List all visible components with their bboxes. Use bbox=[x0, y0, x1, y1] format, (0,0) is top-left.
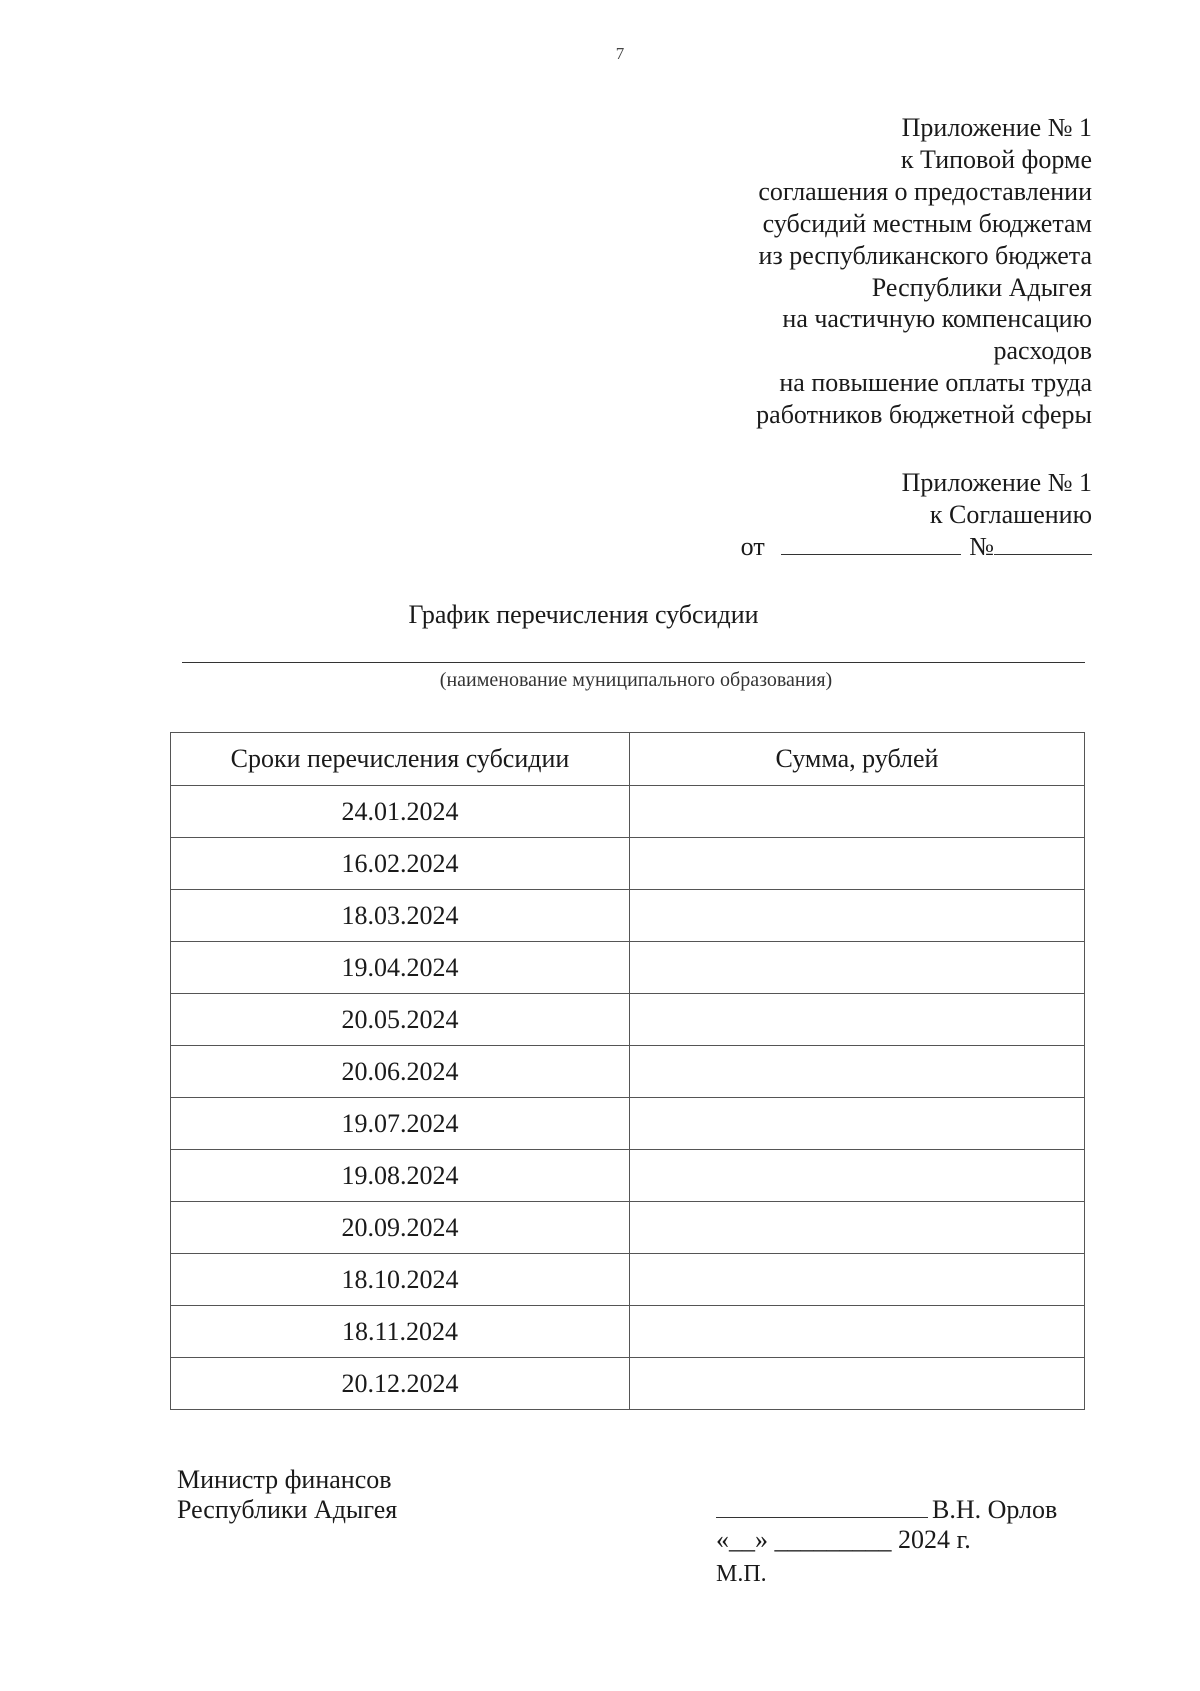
minister-line: Республики Адыгея bbox=[177, 1495, 398, 1524]
amount-cell bbox=[630, 1254, 1085, 1306]
amount-cell bbox=[630, 1046, 1085, 1098]
date-cell: 24.01.2024 bbox=[171, 786, 630, 838]
municipality-caption: (наименование муниципального образования) bbox=[439, 669, 833, 691]
document-title: График перечисления субсидии bbox=[408, 600, 759, 629]
appendix-header-line: к Типовой форме bbox=[900, 144, 1092, 174]
table-row bbox=[171, 890, 1085, 942]
table-row bbox=[171, 1046, 1085, 1098]
amount-cell bbox=[630, 942, 1085, 994]
appendix-header-line: Приложение № 1 bbox=[901, 113, 1092, 142]
appendix-header-line: расходов bbox=[993, 336, 1092, 366]
date-cell: 19.04.2024 bbox=[171, 942, 630, 994]
amount-cell bbox=[630, 1098, 1085, 1150]
number-prefix: № bbox=[969, 532, 994, 561]
table-row bbox=[171, 1150, 1085, 1202]
signature-block bbox=[716, 1495, 1057, 1555]
table-row bbox=[171, 1202, 1085, 1254]
signature-blank bbox=[716, 1495, 928, 1518]
table-row bbox=[171, 1254, 1085, 1306]
appendix-header-line: субсидий местным бюджетам bbox=[762, 208, 1092, 238]
signatory-name: В.Н. Орлов bbox=[932, 1495, 1058, 1524]
table-row bbox=[171, 1306, 1085, 1358]
date-cell: 18.11.2024 bbox=[171, 1306, 630, 1358]
date-cell: 20.09.2024 bbox=[171, 1202, 630, 1254]
date-prefix: от bbox=[740, 532, 765, 561]
table-row bbox=[171, 786, 1085, 838]
amount-cell bbox=[630, 1306, 1085, 1358]
header-amount: Сумма, рублей bbox=[630, 733, 1085, 786]
agreement-number-blank bbox=[994, 532, 1092, 555]
agreement-header bbox=[741, 467, 1092, 563]
date-cell: 18.03.2024 bbox=[171, 890, 630, 942]
table-row bbox=[171, 994, 1085, 1046]
appendix-header-line: работников бюджетной сферы bbox=[756, 400, 1092, 430]
table-header-row bbox=[171, 733, 1085, 786]
municipality-name-line bbox=[182, 662, 1085, 663]
table-row bbox=[171, 838, 1085, 890]
date-cell: 18.10.2024 bbox=[171, 1254, 630, 1306]
date-cell: 19.07.2024 bbox=[171, 1098, 630, 1150]
appendix-header bbox=[756, 112, 1092, 431]
signatory-line bbox=[716, 1495, 1057, 1525]
agreement-header-line: Приложение № 1 bbox=[901, 468, 1092, 497]
date-cell: 20.06.2024 bbox=[171, 1046, 630, 1098]
page-number: 7 bbox=[615, 44, 625, 63]
minister-line: Министр финансов bbox=[177, 1465, 392, 1494]
agreement-date-blank bbox=[781, 532, 961, 555]
amount-cell bbox=[630, 786, 1085, 838]
date-cell: 20.12.2024 bbox=[171, 1358, 630, 1410]
table-row bbox=[171, 942, 1085, 994]
appendix-header-line: из республиканского бюджета bbox=[758, 240, 1092, 270]
date-cell: 16.02.2024 bbox=[171, 838, 630, 890]
date-cell: 20.05.2024 bbox=[171, 994, 630, 1046]
appendix-header-line: Республики Адыгея bbox=[871, 272, 1092, 302]
appendix-header-line: на частичную компенсацию bbox=[782, 304, 1092, 334]
amount-cell bbox=[630, 1202, 1085, 1254]
signature-date: «__» _________ 2024 г. bbox=[716, 1525, 971, 1554]
stamp-place: М.П. bbox=[716, 1561, 767, 1587]
header-dates: Сроки перечисления субсидии bbox=[171, 733, 630, 786]
table-row bbox=[171, 1098, 1085, 1150]
appendix-header-line: соглашения о предоставлении bbox=[758, 176, 1092, 206]
amount-cell bbox=[630, 1150, 1085, 1202]
agreement-header-line: к Соглашению bbox=[929, 500, 1092, 529]
minister-title bbox=[177, 1465, 397, 1525]
amount-cell bbox=[630, 890, 1085, 942]
amount-cell bbox=[630, 1358, 1085, 1410]
transfer-schedule-table bbox=[170, 732, 1085, 1410]
amount-cell bbox=[630, 838, 1085, 890]
date-cell: 19.08.2024 bbox=[171, 1150, 630, 1202]
table-row bbox=[171, 1358, 1085, 1410]
appendix-header-line: на повышение оплаты труда bbox=[779, 368, 1092, 398]
amount-cell bbox=[630, 994, 1085, 1046]
agreement-date-line bbox=[741, 531, 1092, 563]
